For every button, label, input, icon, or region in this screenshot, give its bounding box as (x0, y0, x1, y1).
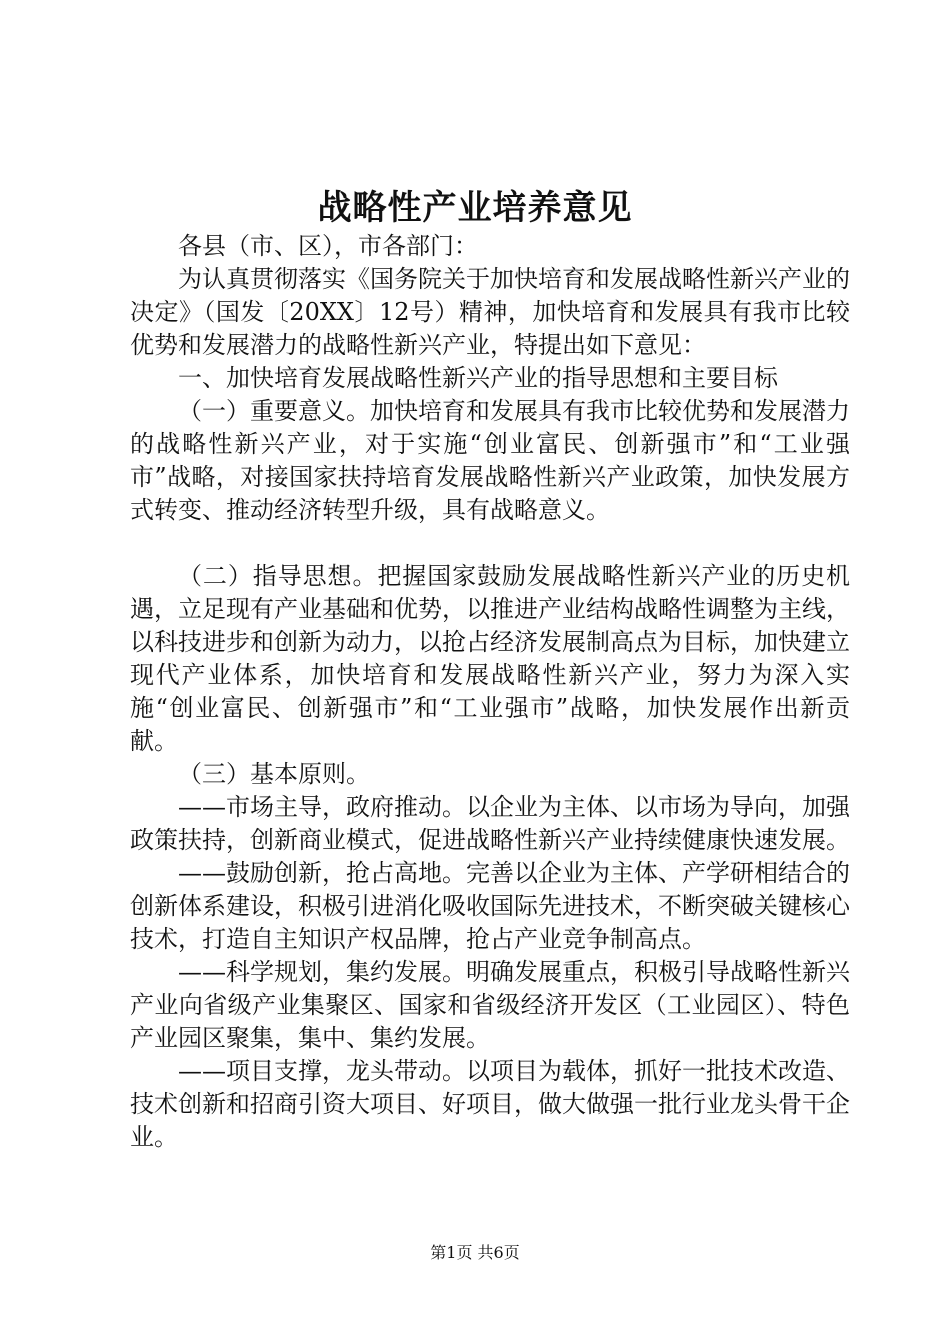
intro-paragraph: 为认真贯彻落实《国务院关于加快培育和发展战略性新兴产业的决定》（国发〔20XX〕12号）精神，加快培育和发展具有我市比较优势和发展潜力的战略性新兴产业，特提出如下意见： (130, 265, 850, 359)
principle-planning: ——科学规划，集约发展。明确发展重点，积极引导战略性新兴产业向省级产业集聚区、国家和省级经济开发区（工业园区）、特色产业园区聚集，集中、集约发展。 (130, 958, 850, 1052)
principle-innovation: ——鼓励创新，抢占高地。完善以企业为主体、产学研相结合的创新体系建设，积极引进消化吸收国际先进技术，不断突破关键核心技术，打造自主知识产权品牌，抢占产业竞争制高点。 (130, 859, 850, 953)
principle-projects: ——项目支撑，龙头带动。以项目为载体，抓好一批技术改造、技术创新和招商引资大项目、好项目，做大做强一批行业龙头骨干企业。 (130, 1057, 850, 1151)
paragraph-significance: （一）重要意义。加快培育和发展具有我市比较优势和发展潜力的战略性新兴产业，对于实施“创业富民、创新强市”和“工业强市”战略，对接国家扶持培育发展战略性新兴产业政策，加快发展方式转变、推动经济转型升级，具有战略意义。 (130, 397, 850, 524)
page-footer: 第1页 共6页 (430, 1243, 520, 1262)
paragraph-principles-heading: （三）基本原则。 (178, 760, 370, 788)
principle-market: ——市场主导，政府推动。以企业为主体、以市场为导向，加强政策扶持，创新商业模式，促进战略性新兴产业持续健康快速发展。 (130, 793, 850, 854)
document-body (130, 230, 850, 1154)
section-heading: 一、加快培育发展战略性新兴产业的指导思想和主要目标 (178, 364, 778, 392)
salutation: 各县（市、区），市各部门： (178, 232, 478, 260)
paragraph-guiding-thought: （二）指导思想。把握国家鼓励发展战略性新兴产业的历史机遇，立足现有产业基础和优势，以推进产业结构战略性调整为主线，以科技进步和创新为动力，以抢占经济发展制高点为目标，加快建立现代产业体系，加快培育和发展战略性新兴产业，努力为深入实施“创业富民、创新强市”和“工业强市”战略，加快发展作出新贡献。 (130, 562, 850, 755)
document-title: 战略性产业培养意见 (317, 188, 633, 228)
